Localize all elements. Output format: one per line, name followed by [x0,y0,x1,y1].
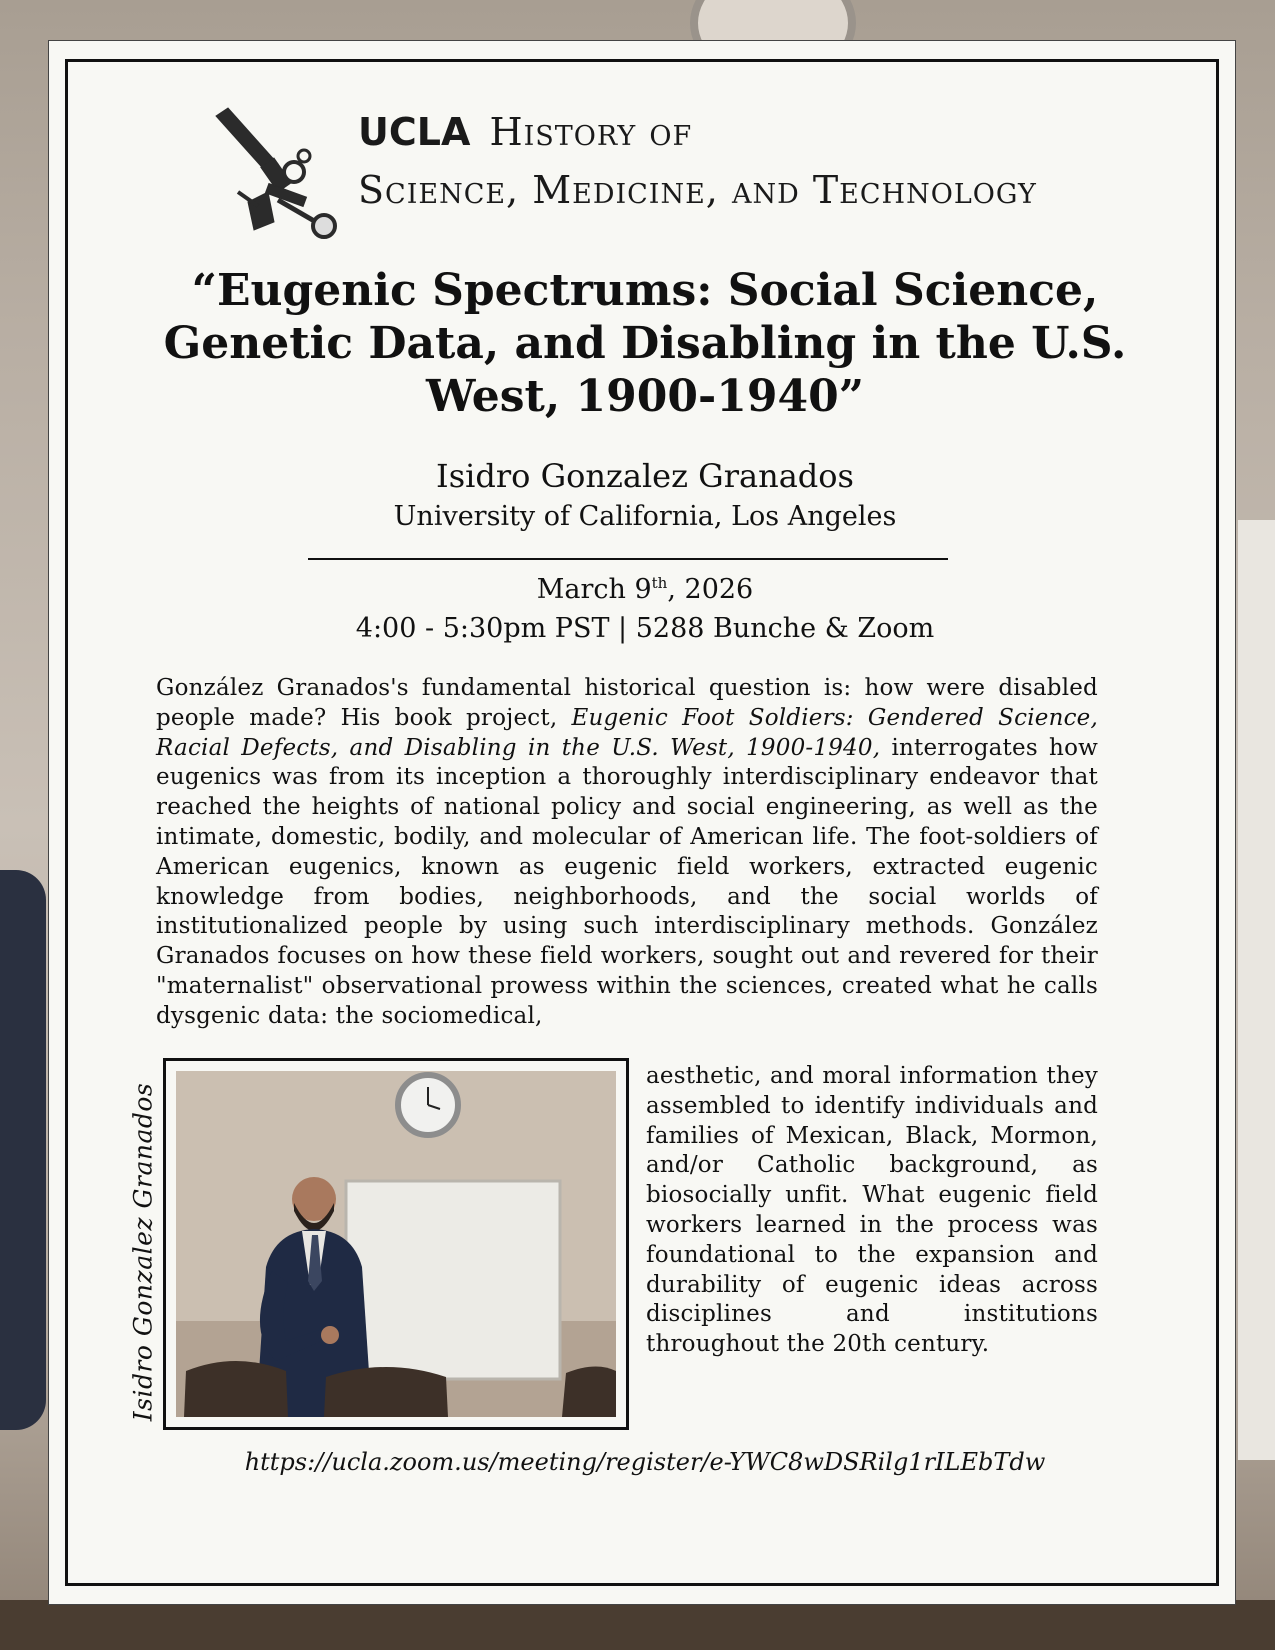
microscope-icon [208,102,348,242]
date-year: , 2026 [667,574,754,605]
logo-line-2: Science, Medicine, and Technology [358,168,1037,212]
photo-caption [126,1082,160,1422]
speaker-photo [176,1071,616,1417]
logo-ucla: UCLA [358,110,471,154]
department-logo [208,102,1037,242]
divider [308,558,948,560]
abstract-paragraph [156,674,1098,1032]
abstract-part-1: González Granados's fundamental historical question is: how were disabled people made? His book project, [156,675,1098,731]
event-date [128,574,1162,605]
background-whiteboard [1238,520,1275,1460]
date-ordinal: th [651,574,668,592]
event-title: “Eugenic Spectrums: Social Science, Genetic Data, and Disabling in the U.S. West, 1900-1940” [163,265,1127,422]
speaker-name: Isidro Gonzalez Granados [436,457,854,495]
speaker-affiliation: University of California, Los Angeles [393,501,897,532]
zoom-registration-link[interactable]: https://ucla.zoom.us/meeting/register/e-YWC8wDSRilg1rILEbTdw [244,1448,1046,1476]
event-poster [48,40,1236,1605]
background-figure [0,870,46,1430]
speaker-photo-illustration [176,1071,616,1417]
background-floor [0,1600,1275,1650]
abstract-continuation: aesthetic, and moral information they assembled to identify individuals and families of Mexican, Black, Mormon, and/or Catholic background, as biosocially unfit. What eugenic field workers learned in the process was foundational to the expansion and durability of eugenic ideas across disciplines and institutions throughout the 20th century. [646,1063,1098,1358]
date-main: March 9 [536,574,652,605]
event-time-location: 4:00 - 5:30pm PST | 5288 Bunche & Zoom [355,613,935,644]
book-title: Eugenic Foot Soldiers: Gendered Science, Racial Defects, and Disabling in the U.S. West, 1900-1940, [156,704,1098,761]
abstract-part-2: interrogates how eugenics was from its inception a thoroughly interdisciplinary endeavor that reached the heights of national policy and social engineering, as well as the intimate, domestic, bodily, and molecular of American life. The foot-soldiers of American eugenics, known as eugenic field workers, extracted eugenic knowledge from bodies, neighborhoods, and the social worlds of institutionalized people by using such interdisciplinary methods. González Granados focuses on how these field workers, sought out and revered for their "maternalist" observational prowess within the sciences, created what he calls dysgenic data: the sociomedical, [156,734,1098,1029]
poster-border [65,59,1219,1586]
speaker-photo-frame [163,1058,629,1430]
photo-caption-text: Isidro Gonzalez Granados [128,1082,158,1422]
logo-history-of: History of [489,110,693,154]
logo-line-1 [358,110,692,154]
